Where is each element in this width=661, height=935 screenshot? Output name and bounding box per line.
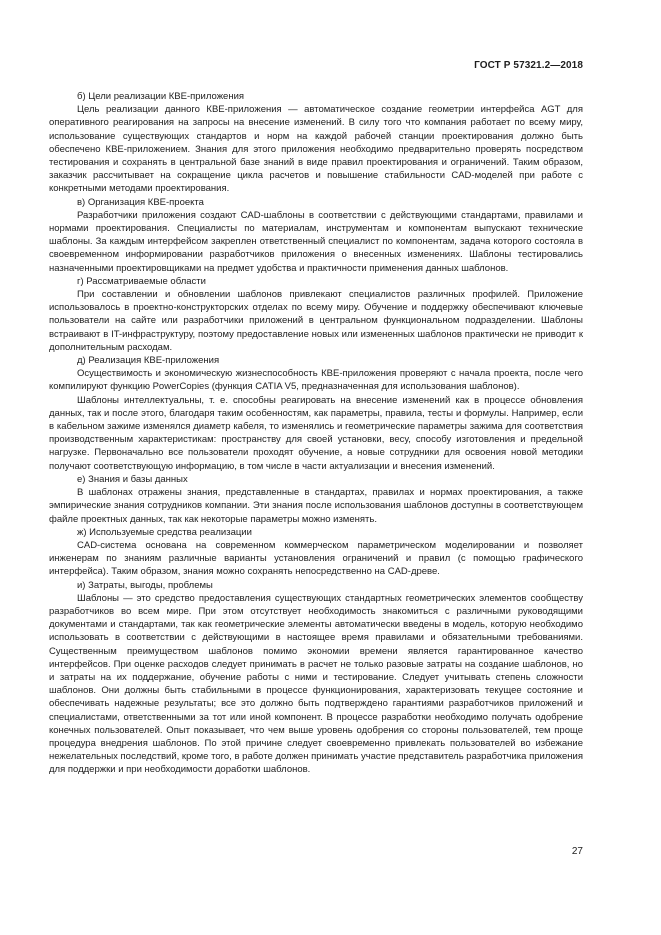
paragraph: Цель реализации данного КВЕ-приложения — автоматическое создание геометрии интерфейса AGT для оперативного реагирования на запросы на внесение изменений. В силу того что компания работает по всему миру, использование существующих стандартов и норм на каждой рабочей станции проектирования должно быть обеспечено КВЕ-приложением. Знания для этого приложения необходимо предварительно проверять посредством тестирования и сохранять в центральной базе знаний в виде правил проектирования и ограничений. Таким образом, заказчик рассчитывает на сокращение цикла расчетов и повышение стабильности CAD-моделей при работе с конкретными методами проектирования.	[49, 104, 583, 195]
paragraph: Шаблоны — это средство предоставления существующих стандартных геометрических элементов сообществу разработчиков во всем мире. При этом отсутствует необходимость знакомиться с различными руководящими документами и стандартами, так как геометрические элементы автоматически введены в модель, которую необходимо использовать в соответствии с действующими в настоящее время правилами и обязательными требованиями. Существенным преимуществом шаблонов помимо экономии времени является гарантированное качество интерфейсов. При оценке расходов следует принимать в расчет не только разовые затраты на создание шаблонов, но и затраты на их поддержание, обучение работы с ними и тестирование. Следует учитывать степень сложности шаблонов. Они должны быть стабильными в процессе функционирования, характеризовать текущее состояние и обеспечивать надежные результаты; все это должно быть подтверждено гарантиями разработчиков приложений и специалистами, ответственными за тот или иной компонент. В процессе разработки необходимо получать одобрение конечных пользователей. Опыт показывает, что чем выше уровень одобрения со стороны пользователей, тем проще процедура внедрения шаблонов. По этой причине следует своевременно привлекать пользователей во избежание нежелательных последствий, кроме того, в работе должен принимать участие представитель разработчика приложения для поддержки и при необходимости доработки шаблонов.	[49, 592, 583, 776]
document-id: ГОСТ Р 57321.2—2018	[474, 60, 583, 71]
page-number: 27	[571, 846, 583, 857]
subsection-heading-v: в) Организация КВЕ-проекта	[77, 196, 204, 208]
subsection-heading-e: е) Знания и базы данных	[77, 473, 188, 485]
subsection-heading-i: и) Затраты, выгоды, проблемы	[77, 579, 213, 591]
paragraph: При составлении и обновлении шаблонов привлекают специалистов различных профилей. Приложение использовалось в проектно-конструкторских отделах по всему миру. Обучение и поддержку обеспечивают ключевые пользователи на сайте или разработчики приложений в центральном функциональном подразделении. Шаблоны встраивают в IT-инфраструктуру, поэтому предоставление новых или измененных шаблонов практически не приводит к дополнительным расходам.	[49, 289, 583, 353]
subsection-heading-d: д) Реализация КВЕ-приложения	[77, 355, 220, 367]
paragraph: CAD-система основана на современном коммерческом параметрическом моделировании и позволяет инженерам по знаниям различные варианты установления ограничений и правил (с помощью графического интерфейса). Таким образом, знания можно сохранять непосредственно на CAD-древе.	[49, 539, 583, 578]
subsection-heading-b: б) Цели реализации КВЕ-приложения	[77, 91, 245, 102]
subsection-heading-zh: ж) Используемые средства реализации	[77, 526, 252, 538]
paragraph: Осуществимость и экономическую жизнеспособность КВЕ-приложения проверяют с начала проекта, после чего компилируют функцию PowerCopies (функция CATIA V5, предназначенная для использования шаблонов).	[49, 368, 583, 393]
paragraph: В шаблонах отражены знания, представленные в стандартах, правилах и нормах проектирования, а также эмпирические знания сотрудников компании. Эти знания после использования шаблонов доступны в соответствующем файле проектных данных, так как некоторые параметры можно изменять.	[49, 487, 583, 525]
subsection-heading-g: г) Рассматриваемые области	[77, 275, 206, 287]
page-body	[49, 90, 583, 777]
paragraph: Разработчики приложения создают CAD-шаблоны в соответствии с действующими стандартами, правилами и нормами проектирования. Специалисты по материалам, инструментам и компонентам выпускают технические шаблоны. За каждым интерфейсом закреплен ответственный специалист по компонентам, задача которого состояла в своевременном информировании разработчиков приложения о внесенных изменениях. Шаблоны тестировались назначенными проектировщиками на предмет удобства и практичности применения данных шаблонов.	[49, 209, 583, 274]
paragraph: Шаблоны интеллектуальны, т. е. способны реагировать на внесение изменений как в процессе обновления данных, так и после этого, благодаря таким особенностям, как параметры, правила, тесты и формулы. Например, если в кабельном зажиме изменялся диаметр кабеля, то изменялись и геометрические параметры зажима для соответствия производственным характеристикам: пространству для своей установки, весу, способу изготовления и предельной нагрузке. Первоначально все пользователи проходят обучение, а новые сотрудники для освоения новой методики получают соответствующую информацию, в том числе в части актуализации и внесения изменений.	[49, 394, 583, 472]
